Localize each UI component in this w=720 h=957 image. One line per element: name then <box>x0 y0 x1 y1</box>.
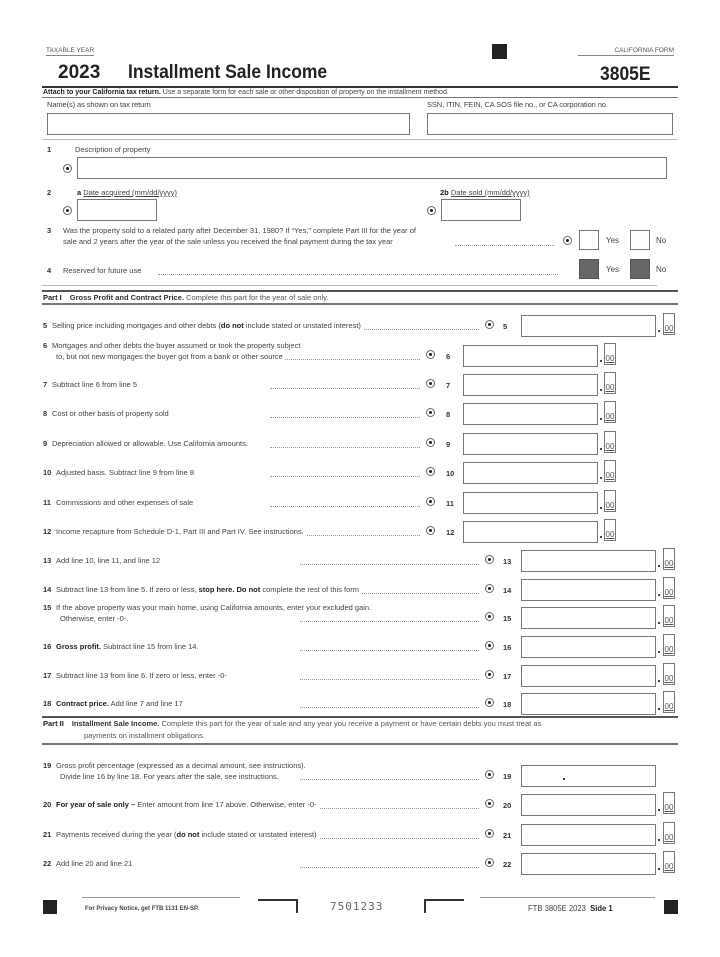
dot-leader <box>300 779 479 780</box>
line2b-number: 2b <box>440 188 449 197</box>
header-bottom-rule <box>42 139 678 140</box>
line3-text1: Was the property sold to a related party after December 31, 1980? If “Yes,” complete Part III for the year of <box>63 226 416 235</box>
decimal-point <box>600 536 602 538</box>
decimal-point <box>600 418 602 420</box>
line-bold: Gross profit. <box>56 642 102 651</box>
line1-bullet-icon <box>63 164 72 173</box>
line2a-bullet-icon <box>63 206 72 215</box>
dot-leader <box>270 417 420 418</box>
line-text: Subtract line 13 from line 6. If zero or less, enter -0- <box>56 671 227 680</box>
line-number: 14 <box>43 585 52 594</box>
form-code: 7501233 <box>330 900 384 913</box>
line4-yes-disabled-box <box>579 259 599 279</box>
line-text: Subtract line 15 from line 14. <box>101 642 199 651</box>
line3-yes-checkbox[interactable] <box>579 230 599 250</box>
line-14-amount-input[interactable] <box>521 579 656 601</box>
line-bold-donot: Do not <box>234 585 261 594</box>
decimal-point <box>658 868 660 870</box>
line-text-1: Mortgages and other debts the buyer assumed or took the property subject <box>52 341 301 350</box>
line-ref-number: 12 <box>446 528 455 537</box>
line4-no-label: No <box>656 265 667 274</box>
decimal-point <box>658 708 660 710</box>
line3-leader <box>455 245 555 246</box>
line-ref-number: 5 <box>503 322 508 331</box>
line-description <box>52 409 171 418</box>
line-number: 22 <box>43 859 52 868</box>
line-text: Add line 20 and line 21 <box>56 859 133 868</box>
line-description <box>56 859 134 868</box>
line-18-amount-input[interactable] <box>521 693 656 715</box>
line-description <box>56 830 319 839</box>
decimal-point <box>600 389 602 391</box>
required-bullet-icon <box>485 829 494 838</box>
footer-side: Side 1 <box>590 903 613 913</box>
dot-leader <box>300 650 479 651</box>
header-rule <box>42 86 678 88</box>
dot-leader <box>270 447 420 448</box>
line-text: Depreciation allowed or allowable. Use California amounts. <box>52 439 248 448</box>
line-ref-number: 22 <box>503 860 512 869</box>
line2b-label: Date sold (mm/dd/yyyy) <box>450 188 530 197</box>
part1-top-rule <box>42 290 678 292</box>
line-bold: Contract price. <box>56 699 109 708</box>
line-15-amount-input[interactable] <box>521 607 656 629</box>
line-number: 19 <box>43 761 52 770</box>
line-description <box>56 527 306 536</box>
line-description <box>56 556 162 565</box>
line-text: Add line 7 and line 17 <box>108 699 183 708</box>
line2a-label: Date acquired (mm/dd/yyyy) <box>83 188 178 197</box>
line-ref-number: 11 <box>446 499 454 508</box>
attach-rule <box>42 97 678 98</box>
footer-left-registration-mark <box>43 900 57 914</box>
dot-leader <box>300 564 479 565</box>
line-ref-number: 14 <box>503 586 512 595</box>
line-description <box>56 498 195 507</box>
line4-yes-label: Yes <box>606 265 620 274</box>
line-description <box>52 439 250 448</box>
registration-mark <box>492 44 507 59</box>
line-ref-number: 8 <box>446 410 451 419</box>
line-number: 13 <box>43 556 52 565</box>
date-sold-input[interactable] <box>441 199 521 221</box>
line-ref-number: 18 <box>503 700 512 709</box>
part1-bottom-rule <box>42 303 678 305</box>
cents-box: 00 <box>663 663 675 685</box>
decimal-point-marker <box>563 778 565 780</box>
line-ref-number: 9 <box>446 440 451 449</box>
line1-number: 1 <box>47 145 52 154</box>
line-number: 12 <box>43 527 52 536</box>
tax-year: 2023 <box>58 62 101 83</box>
line-text-1: If the above property was your main home, using California amounts, enter your excluded gain. <box>56 603 372 612</box>
line4-no-disabled-box <box>630 259 650 279</box>
required-bullet-icon <box>485 770 494 779</box>
required-bullet-icon <box>485 670 494 679</box>
part2-subtitle2: payments on installment obligations. <box>84 731 205 740</box>
cents-box: 00 <box>663 605 675 627</box>
line-number: 11 <box>43 498 51 507</box>
line-9-amount-input[interactable] <box>463 433 598 455</box>
line2b-bullet-icon <box>427 206 436 215</box>
line-5-amount-input[interactable] <box>521 315 656 337</box>
line-text-after: complete the rest of this form <box>260 585 360 594</box>
form-number: 3805E <box>600 64 651 85</box>
line-number: 8 <box>43 409 48 418</box>
line-bold: do not <box>220 321 244 330</box>
required-bullet-icon <box>485 858 494 867</box>
line-description <box>56 585 361 594</box>
required-bullet-icon <box>485 320 494 329</box>
line-text: Subtract line 13 from line 5. If zero or less, <box>56 585 199 594</box>
line-ref-number: 17 <box>503 672 512 681</box>
line-number: 7 <box>43 380 48 389</box>
form-title: Installment Sale Income <box>128 62 328 83</box>
line-number: 6 <box>43 341 48 350</box>
attach-instructions <box>43 89 449 96</box>
required-bullet-icon <box>426 438 435 447</box>
line-number: 21 <box>43 830 52 839</box>
cents-box: 00 <box>604 401 616 423</box>
line2a-sub: a <box>77 188 82 197</box>
line-19-amount-input[interactable] <box>521 765 656 787</box>
cents-box: 00 <box>663 313 675 335</box>
line3-no-label: No <box>656 236 667 245</box>
line2a-label-group <box>77 188 179 197</box>
required-bullet-icon <box>426 467 435 476</box>
line1-description-input[interactable] <box>77 157 667 179</box>
line-ref-number: 13 <box>503 557 512 566</box>
california-form-label: CALIFORNIA FORM <box>578 47 674 56</box>
line-text: Selling price including mortgages and other debts ( <box>52 321 221 330</box>
footer-left-rule <box>82 897 240 898</box>
line-description <box>56 699 185 708</box>
line-ref-number: 16 <box>503 643 512 652</box>
dot-leader <box>300 621 479 622</box>
line-description <box>52 321 363 330</box>
line-ref-number: 10 <box>446 469 455 478</box>
part1-label: Part I <box>43 293 62 302</box>
line-10-amount-input[interactable] <box>463 462 598 484</box>
cents-box: 00 <box>604 372 616 394</box>
part2-bottom-rule <box>42 743 678 745</box>
decimal-point <box>658 565 660 567</box>
part2-title: Installment Sale Income. <box>71 719 160 728</box>
footer-corner-right <box>424 899 464 913</box>
line-bold: do not <box>176 830 200 839</box>
line-text: Subtract line 6 from line 5 <box>52 380 138 389</box>
decimal-point <box>658 622 660 624</box>
cents-box: 00 <box>604 490 616 512</box>
required-bullet-icon <box>426 526 435 535</box>
required-bullet-icon <box>485 698 494 707</box>
required-bullet-icon <box>426 379 435 388</box>
dot-leader <box>300 679 479 680</box>
line-text: Cost or other basis of property sold <box>52 409 169 418</box>
decimal-point <box>658 680 660 682</box>
line-description <box>56 800 319 809</box>
footer-form-id-group <box>528 903 613 913</box>
line-bold-stop: stop here. <box>198 585 235 594</box>
part2-top-rule <box>42 716 678 718</box>
line-number: 18 <box>43 699 52 708</box>
line-ref-number: 6 <box>446 352 451 361</box>
line-text-after: include stated or unstated interest) <box>243 321 361 330</box>
dot-leader <box>300 808 479 809</box>
line-bold: For year of sale only – <box>56 800 136 809</box>
footer-right-rule <box>480 897 655 898</box>
line-number: 9 <box>43 439 48 448</box>
decimal-point <box>600 448 602 450</box>
decimal-point <box>600 507 602 509</box>
line2-number: 2 <box>47 188 52 197</box>
line-16-amount-input[interactable] <box>521 636 656 658</box>
line-number: 10 <box>43 468 52 477</box>
line-13-amount-input[interactable] <box>521 550 656 572</box>
decimal-point <box>658 594 660 596</box>
name-label: Name(s) as shown on tax return <box>47 100 151 109</box>
date-acquired-input[interactable] <box>77 199 157 221</box>
footer-form-id: FTB 3805E 2023 <box>528 903 586 913</box>
line-11-amount-input[interactable] <box>463 492 598 514</box>
line4-bottom-rule <box>42 285 657 286</box>
required-bullet-icon <box>485 612 494 621</box>
line-number: 5 <box>43 321 48 330</box>
decimal-point <box>600 360 602 362</box>
line-text: Enter amount from line 17 above. Otherwise, enter -0- <box>135 800 317 809</box>
line-7-amount-input[interactable] <box>463 374 598 396</box>
footer-right-registration-mark <box>664 900 678 914</box>
decimal-point <box>658 839 660 841</box>
line-number: 16 <box>43 642 52 651</box>
line-ref-number: 19 <box>503 772 512 781</box>
cents-box: 00 <box>663 792 675 814</box>
line-17-amount-input[interactable] <box>521 665 656 687</box>
required-bullet-icon <box>485 555 494 564</box>
line4-number: 4 <box>47 266 52 275</box>
line3-number: 3 <box>47 226 52 235</box>
part1-title: Gross Profit and Contract Price. <box>69 293 184 302</box>
cents-box: 00 <box>604 519 616 541</box>
line-20-amount-input[interactable] <box>521 794 656 816</box>
cents-box: 00 <box>663 851 675 873</box>
part2-subtitle1: Complete this part for the year of sale and any year you receive a payment or have certain debts you must treat as <box>159 719 542 728</box>
line-description <box>56 642 201 651</box>
part2-label: Part II <box>43 719 64 728</box>
line-text-2: Divide line 16 by line 18. For years after the sale, see instructions. <box>60 772 279 781</box>
attach-text: Use a separate form for each sale or other disposition of property on the installment method. <box>160 89 449 96</box>
required-bullet-icon <box>426 408 435 417</box>
line-description <box>52 380 139 389</box>
cents-box: 00 <box>663 577 675 599</box>
line-text-2: to, but not new mortgages the buyer got from a bank or other source <box>56 352 283 361</box>
line-text-after: include stated or unstated interest) <box>199 830 317 839</box>
line3-text2: sale and 2 years after the year of the sale unless you received the final payment during the tax year <box>63 237 393 246</box>
line3-bullet-icon <box>563 236 572 245</box>
line4-leader <box>158 274 558 275</box>
line3-yes-label: Yes <box>606 236 620 245</box>
line-number: 17 <box>43 671 52 680</box>
line-description <box>56 671 229 680</box>
taxable-year-label: TAXABLE YEAR <box>46 47 95 54</box>
required-bullet-icon <box>426 497 435 506</box>
privacy-notice: For Privacy Notice, get FTB 1131 EN-SP. <box>85 906 199 912</box>
dot-leader <box>300 838 479 839</box>
line-8-amount-input[interactable] <box>463 403 598 425</box>
part1-header <box>43 293 328 302</box>
decimal-point <box>658 651 660 653</box>
line-text-2: Otherwise, enter -0-. <box>60 614 129 623</box>
cents-box: 00 <box>663 548 675 570</box>
dot-leader <box>270 388 420 389</box>
line-12-amount-input[interactable] <box>463 521 598 543</box>
required-bullet-icon <box>485 584 494 593</box>
line-6-amount-input[interactable] <box>463 345 598 367</box>
required-bullet-icon <box>485 641 494 650</box>
dot-leader <box>270 506 420 507</box>
dot-leader <box>270 476 420 477</box>
line-text: Payments received during the year ( <box>56 830 177 839</box>
part2-header <box>43 719 541 728</box>
cents-box: 00 <box>604 431 616 453</box>
line-text-1: Gross profit percentage (expressed as a decimal amount, see instructions). <box>56 761 306 770</box>
line-description <box>56 468 196 477</box>
decimal-point <box>600 477 602 479</box>
line-text: Add line 10, line 11, and line 12 <box>56 556 161 565</box>
line1-label: Description of property <box>75 145 151 154</box>
id-input[interactable] <box>427 113 673 135</box>
line-number: 20 <box>43 800 52 809</box>
footer-corner-left <box>258 899 298 913</box>
cents-box: 00 <box>663 691 675 713</box>
cents-box: 00 <box>604 343 616 365</box>
required-bullet-icon <box>485 799 494 808</box>
line-text: Income recapture from Schedule D-1, Part III and Part IV. See instructions. <box>56 527 304 536</box>
line3-no-checkbox[interactable] <box>630 230 650 250</box>
dot-leader <box>300 867 479 868</box>
line-ref-number: 7 <box>446 381 451 390</box>
required-bullet-icon <box>426 350 435 359</box>
attach-bold: Attach to your California tax return. <box>43 89 161 96</box>
line-ref-number: 20 <box>503 801 512 810</box>
line4-text: Reserved for future use <box>63 266 142 275</box>
name-input[interactable] <box>47 113 410 135</box>
dot-leader <box>270 359 420 360</box>
part1-subtitle: Complete this part for the year of sale only. <box>183 293 329 302</box>
cents-box: 00 <box>604 460 616 482</box>
line-ref-number: 15 <box>503 614 512 623</box>
cents-box: 00 <box>663 822 675 844</box>
decimal-point <box>658 330 660 332</box>
dot-leader <box>300 707 479 708</box>
line-ref-number: 21 <box>503 831 512 840</box>
line-text: Adjusted basis. Subtract line 9 from line 8 <box>56 468 194 477</box>
line-number: 15 <box>43 603 52 612</box>
line-text: Commissions and other expenses of sale <box>56 498 194 507</box>
line-21-amount-input[interactable] <box>521 824 656 846</box>
id-label: SSN, ITIN, FEIN, CA SOS file no., or CA corporation no. <box>427 100 608 109</box>
line-22-amount-input[interactable] <box>521 853 656 875</box>
decimal-point <box>658 809 660 811</box>
line2b-label-group <box>440 188 532 197</box>
cents-box: 00 <box>663 634 675 656</box>
